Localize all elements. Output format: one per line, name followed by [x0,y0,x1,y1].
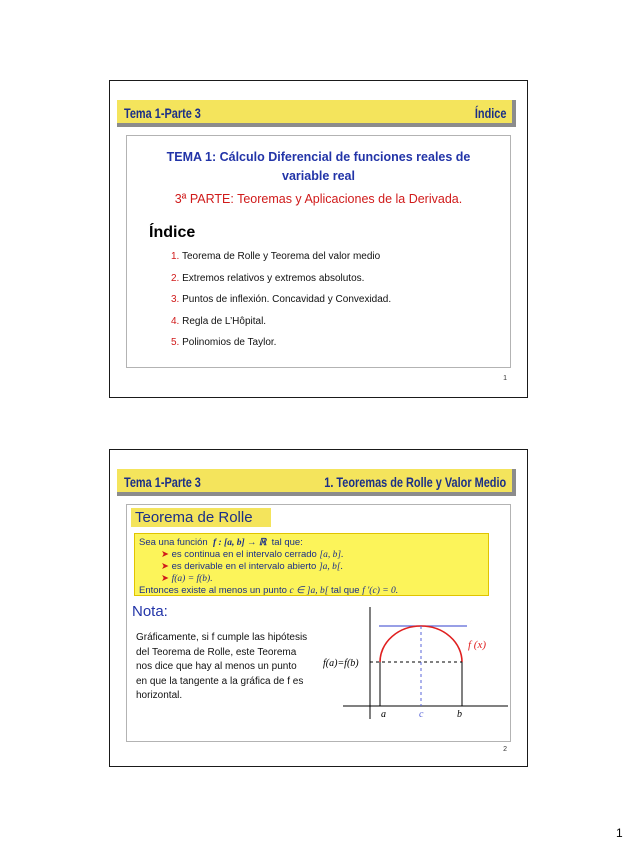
slide-header [117,469,516,496]
toc-item: 1. Teorema de Rolle y Teorema del valor medio [171,251,381,262]
slide-title [127,148,510,186]
note-heading: Nota: [132,603,168,620]
condition-item: ➤ f(a) = f(b). [161,573,213,584]
condition-item: ➤ es derivable en el intervalo abierto ]a, b[. [161,561,343,572]
slide-page-number: 2 [503,746,507,753]
content-box [126,135,511,368]
toc-item: 4. Regla de L’Hôpital. [171,315,267,327]
rolle-figure [323,607,513,722]
header-course: Tema 1-Parte 3 [124,105,201,121]
theorem-statement [134,533,489,596]
fa-label: f(a)=f(b) [323,658,359,669]
index-heading: Índice [149,224,196,241]
statement-intro: Sea una función f : [a, b] → ℝ tal que: [139,537,303,548]
slide-2 [109,449,528,767]
slide-header [117,100,516,127]
arrow-icon: ➤ [161,561,169,572]
tick-c: c [419,709,424,720]
slide-subtitle: 3ª PARTE: Teoremas y Aplicaciones de la Derivada. [174,192,463,206]
toc-item: 5. Polinomios de Taylor. [171,337,277,348]
sheet-page-number: 1 [616,826,623,840]
section-title: Teorema de Rolle [131,508,271,527]
fx-label: f (x) [468,639,487,651]
title-line: variable real [282,169,355,183]
table-of-contents [171,251,391,359]
content-box [126,504,511,742]
note-text: Gráficamente, si f cumple las hipótesis del Teorema de Rolle, este Teorema nos dice que hay al menos un punto en que la tangente a la gráfica de f es horizontal. [136,632,308,701]
tick-b: b [457,709,462,720]
title-line: TEMA 1: Cálculo Diferencial de funciones reales de [166,150,471,164]
arrow-icon: ➤ [161,549,169,560]
slide-1 [109,80,528,398]
toc-item: 2. Extremos relativos y extremos absolutos. [171,272,365,284]
statement-conclusion: Entonces existe al menos un punto c ∈ ]a, b[ tal que f ′(c) = 0. [139,585,399,596]
header-section: 1. Teoremas de Rolle y Valor Medio [324,474,506,490]
header-section: Índice [474,105,506,121]
tick-a: a [381,709,386,720]
toc-item: 3. Puntos de inflexión. Concavidad y Convexidad. [171,294,392,305]
header-course: Tema 1-Parte 3 [124,474,201,490]
slide-page-number: 1 [503,375,507,382]
condition-item: ➤ es continua en el intervalo cerrado [a, b]. [161,549,344,560]
arrow-icon: ➤ [161,573,169,584]
